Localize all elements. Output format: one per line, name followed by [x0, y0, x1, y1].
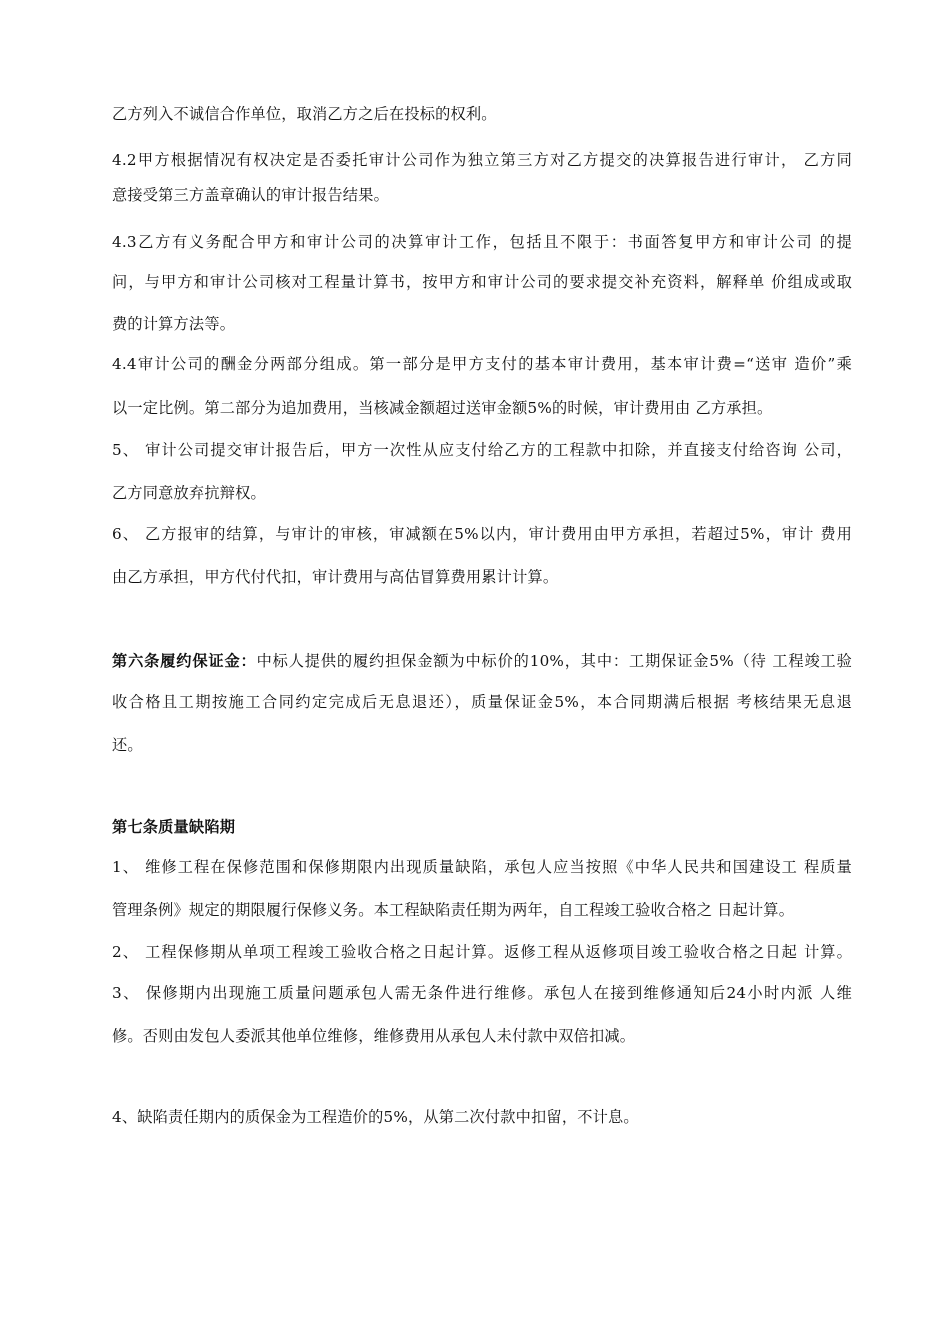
article-7-item-line: 2、 工程保修期从单项工程竣工验收合格之日起计算。返修工程从返修项目竣工验收合格之日起 计算。: [112, 943, 852, 961]
article-7-item-line: 管理条例》规定的期限履行保修义务。本工程缺陷责任期为两年，自工程竣工验收合格之 日起计算。: [112, 901, 795, 919]
clause-6-line: 6、 乙方报审的结算，与审计的审核，审减额在5%以内，审计费用由甲方承担，若超过5%，审计 费用: [112, 525, 852, 543]
clause-4-2-line: 4.2甲方根据情况有权决定是否委托审计公司作为独立第三方对乙方提交的决算报告进行审计， 乙方同: [112, 151, 852, 169]
article-6-line: 收合格且工期按施工合同约定完成后无息退还），质量保证金5%，本合同期满后根据 考核结果无息退: [112, 693, 852, 711]
clause-4-3-line: 4.3乙方有义务配合甲方和审计公司的决算审计工作，包括且不限于：书面答复甲方和审计公司 的提: [112, 233, 852, 251]
article-6-line: 还。: [112, 736, 143, 754]
article-6-text: 中标人提供的履约担保金额为中标价的10%，其中：工期保证金5%（待 工程竣工验: [256, 652, 852, 670]
clause-4-3-line: 问，与甲方和审计公司核对工程量计算书，按甲方和审计公司的要求提交补充资料，解释单 价组成或取: [112, 273, 852, 291]
clause-4-4-line: 4.4审计公司的酬金分两部分组成。第一部分是甲方支付的基本审计费用，基本审计费=“送审 造价”乘: [112, 355, 852, 373]
article-7-item-line: 修。否则由发包人委派其他单位维修，维修费用从承包人未付款中双倍扣减。: [112, 1027, 636, 1045]
article-6-heading: 第六条履约保证金：: [112, 652, 257, 670]
clause-5-line: 乙方同意放弃抗辩权。: [112, 484, 266, 502]
article-6-line: [112, 651, 852, 671]
paragraph-line: 乙方列入不诚信合作单位，取消乙方之后在投标的权利。: [112, 105, 497, 123]
article-7-heading: 第七条质量缺陷期: [112, 818, 236, 836]
clause-5-line: 5、 审计公司提交审计报告后，甲方一次性从应支付给乙方的工程款中扣除，并直接支付给咨询 公司，: [112, 441, 852, 459]
article-7-item-4: 4、缺陷责任期内的质保金为工程造价的5%，从第二次付款中扣留，不计息。: [112, 1108, 639, 1126]
clause-4-3-line: 费的计算方法等。: [112, 315, 236, 333]
clause-4-2-line: 意接受第三方盖章确认的审计报告结果。: [112, 186, 389, 204]
article-7-item-line: 3、 保修期内出现施工质量问题承包人需无条件进行维修。承包人在接到维修通知后24小时内派 人维: [112, 984, 852, 1002]
clause-4-4-line: 以一定比例。第二部分为追加费用，当核减金额超过送审金额5%的时候，审计费用由 乙方承担。: [112, 399, 773, 417]
clause-6-line: 由乙方承担，甲方代付代扣，审计费用与高估冒算费用累计计算。: [112, 568, 559, 586]
article-7-item-line: 1、 维修工程在保修范围和保修期限内出现质量缺陷，承包人应当按照《中华人民共和国建设工 程质量: [112, 858, 852, 876]
